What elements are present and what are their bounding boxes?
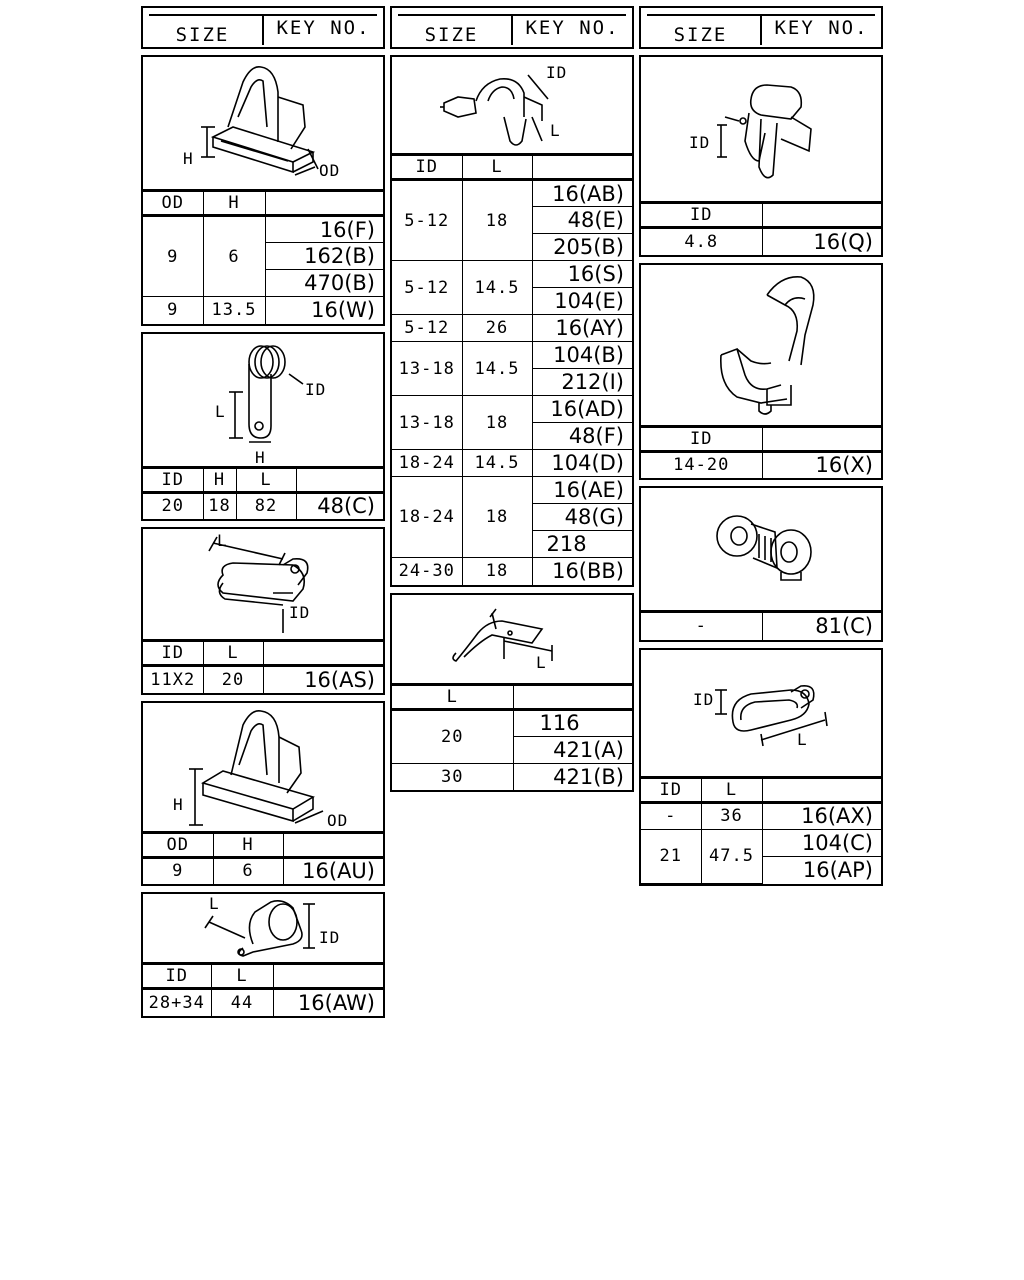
stud-clip-drawing: [392, 57, 632, 155]
cell-id: 20: [143, 492, 203, 519]
dim-label-l: L: [536, 652, 547, 672]
table-row: [143, 989, 383, 1016]
spec-table: [143, 641, 383, 693]
dim-label-id: ID: [319, 928, 341, 947]
col-head-id: ID: [143, 642, 203, 666]
clip-drawing: [392, 595, 632, 685]
table-row: [143, 666, 383, 693]
cell-h: 6: [203, 216, 265, 297]
col-head-id: ID: [641, 427, 762, 451]
clip-drawing: [641, 488, 881, 612]
column-2: [390, 6, 634, 792]
key-number: 104(D): [532, 450, 632, 477]
cell-h: 13.5: [203, 297, 265, 324]
cell-id: 5-12: [392, 315, 462, 342]
key-number: 16(AU): [283, 857, 383, 884]
table-row: [641, 228, 881, 255]
col-head-l: L: [701, 778, 762, 802]
key-number: 48(G): [532, 504, 632, 531]
table-row: [392, 261, 632, 288]
key-number: 104(C): [762, 829, 881, 856]
dim-label-h: H: [183, 149, 194, 168]
dim-label-l: L: [217, 531, 228, 550]
dim-label-od: OD: [327, 810, 349, 830]
cell-l: 14.5: [462, 342, 532, 396]
clip-drawing: [641, 265, 881, 427]
edge-clip-drawing: [641, 57, 881, 203]
key-number: 16(AD): [532, 396, 632, 423]
key-number: 470(B): [265, 270, 383, 297]
dim-label-l: L: [209, 894, 220, 913]
clip-drawing: [143, 894, 383, 964]
table-row: [392, 315, 632, 342]
col-head-l: L: [203, 642, 263, 666]
key-number: 16(W): [265, 297, 383, 324]
cell-l: 18: [462, 180, 532, 261]
key-number: 16(F): [265, 216, 383, 243]
table-row: [392, 763, 632, 790]
table-row: [392, 450, 632, 477]
table-row: [392, 477, 632, 504]
table-row: [392, 709, 632, 736]
cell-id: 28+34: [143, 989, 211, 1016]
key-number: 16(AP): [762, 856, 881, 883]
table-row: [641, 451, 881, 478]
col-head-h: H: [213, 833, 283, 857]
spec-table: [641, 203, 881, 255]
col-head-id: ID: [641, 778, 701, 802]
col-head-key: [532, 156, 632, 180]
col-head-key: [296, 468, 383, 492]
column-3: [639, 6, 883, 886]
cell-l: 20: [203, 666, 263, 693]
dim-label-h: H: [255, 447, 266, 467]
column-header: [639, 6, 883, 49]
cell-id: 4.8: [641, 228, 762, 255]
col-head-h: H: [203, 192, 265, 216]
clip-panel-id-l-2: [141, 892, 385, 1018]
clip-panel-od-h-1: [141, 55, 385, 326]
band-clip-drawing: [143, 529, 383, 641]
cell-id: 18-24: [392, 477, 462, 558]
key-number: 16(Q): [762, 228, 881, 255]
col-head-id: ID: [392, 156, 462, 180]
col-head-key: [273, 965, 383, 989]
clip-panel-id-h-l: [141, 332, 385, 522]
cell-l: 47.5: [701, 829, 762, 883]
key-no-heading: KEY NO.: [525, 16, 620, 39]
col-head-od: OD: [143, 192, 203, 216]
dim-label-id: ID: [693, 689, 715, 709]
cell-id: 13-18: [392, 396, 462, 450]
dim-label-h: H: [173, 794, 184, 814]
clip-drawing: [392, 57, 632, 155]
key-number: 116: [513, 709, 632, 736]
key-number: 205(B): [532, 234, 632, 261]
cell-size: -: [641, 613, 762, 640]
col-head-key: [265, 192, 383, 216]
key-number: 162(B): [265, 243, 383, 270]
clip-drawing: [143, 703, 383, 833]
cell-od: 9: [143, 297, 203, 324]
col-head-l: L: [392, 685, 513, 709]
key-number: 16(X): [762, 451, 881, 478]
spec-table: [392, 155, 632, 585]
cell-id: 24-30: [392, 558, 462, 585]
col-head-id: ID: [143, 468, 203, 492]
saddle-clip-drawing: [641, 265, 881, 427]
key-number: 16(AS): [263, 666, 383, 693]
cell-id: 5-12: [392, 261, 462, 315]
dim-label-id: ID: [305, 379, 327, 399]
table-row: [392, 342, 632, 369]
double-clip-drawing: [641, 488, 881, 612]
key-number: 16(AE): [532, 477, 632, 504]
cell-l: 14.5: [462, 261, 532, 315]
cell-id: -: [641, 802, 701, 829]
cell-l: 20: [392, 709, 513, 763]
cell-id: 13-18: [392, 342, 462, 396]
key-number: 16(BB): [532, 558, 632, 585]
col-head-l: L: [462, 156, 532, 180]
clip-panel-od-h-2: [141, 701, 385, 887]
spec-table: [641, 427, 881, 479]
column-header: [390, 6, 634, 49]
key-number: 16(AX): [762, 802, 881, 829]
cell-l: 26: [462, 315, 532, 342]
cell-od: 9: [143, 216, 203, 297]
cell-id: 5-12: [392, 180, 462, 261]
key-number: 421(B): [513, 763, 632, 790]
table-row: [392, 180, 632, 207]
key-number: 16(AY): [532, 315, 632, 342]
size-heading: SIZE: [143, 16, 264, 45]
key-number: 48(F): [532, 423, 632, 450]
col-head-l: L: [236, 468, 296, 492]
col-head-key: [762, 204, 881, 228]
size-heading: SIZE: [392, 16, 513, 45]
table-row: [143, 216, 383, 243]
clip-drawing: [143, 57, 383, 191]
band-clip-drawing: [641, 650, 881, 778]
col-head-key: [263, 642, 383, 666]
cell-l: 44: [211, 989, 273, 1016]
spring-clip-drawing: [392, 595, 632, 685]
spec-table: [392, 685, 632, 791]
cell-l: 18: [462, 558, 532, 585]
key-no-heading: KEY NO.: [276, 16, 371, 39]
col-head-key: [283, 833, 383, 857]
saddle-clip-drawing: [143, 894, 383, 964]
clip-drawing: [143, 334, 383, 468]
col-head-key: [762, 778, 881, 802]
spec-table: [143, 964, 383, 1016]
dim-label-od: OD: [319, 161, 341, 180]
spec-table: [641, 612, 881, 640]
key-number: 81(C): [762, 613, 881, 640]
cell-id: 18-24: [392, 450, 462, 477]
key-number: 48(C): [296, 492, 383, 519]
cell-id: 21: [641, 829, 701, 883]
dim-label-id: ID: [546, 63, 568, 82]
clip-panel-id-1: [639, 55, 883, 257]
key-number: 16(AW): [273, 989, 383, 1016]
clip-panel-id-l-1: [141, 527, 385, 695]
key-number: 218: [532, 531, 632, 558]
key-number: 104(E): [532, 288, 632, 315]
dim-label-id: ID: [289, 603, 311, 622]
spec-table: [143, 468, 383, 520]
key-number: 212(I): [532, 369, 632, 396]
column-1: [141, 6, 385, 1018]
column-header: [141, 6, 385, 49]
col-head-l: L: [211, 965, 273, 989]
clip-drawing: [641, 650, 881, 778]
cell-l: 30: [392, 763, 513, 790]
clip-panel-l: [390, 593, 634, 793]
spec-table: [143, 191, 383, 324]
clip-panel-id-l-large: [390, 55, 634, 587]
clip-panel-id-2: [639, 263, 883, 481]
push-clip-drawing: [143, 57, 383, 191]
key-number: 421(A): [513, 736, 632, 763]
key-number: 16(S): [532, 261, 632, 288]
cell-id: 11X2: [143, 666, 203, 693]
size-heading: SIZE: [641, 16, 762, 45]
table-row: [641, 613, 881, 640]
dim-label-l: L: [550, 121, 561, 140]
cell-l: 14.5: [462, 450, 532, 477]
cell-l: 82: [236, 492, 296, 519]
cell-h: 18: [203, 492, 236, 519]
table-row: [143, 297, 383, 324]
table-row: [143, 492, 383, 519]
cell-l: 18: [462, 396, 532, 450]
dim-label-l: L: [215, 401, 226, 421]
table-row: [392, 396, 632, 423]
key-number: 16(AB): [532, 180, 632, 207]
clip-panel-no-size: [639, 486, 883, 642]
clip-drawing: [641, 57, 881, 203]
key-no-heading: KEY NO.: [774, 16, 869, 39]
cell-l: 36: [701, 802, 762, 829]
table-row: [392, 558, 632, 585]
col-head-key: [762, 427, 881, 451]
table-row: [641, 802, 881, 829]
cell-l: 18: [462, 477, 532, 558]
table-row: [143, 857, 383, 884]
cell-od: 9: [143, 857, 213, 884]
cell-h: 6: [213, 857, 283, 884]
col-head-id: ID: [143, 965, 211, 989]
key-number: 48(E): [532, 207, 632, 234]
spec-table: [641, 778, 881, 884]
col-head-od: OD: [143, 833, 213, 857]
clip-panel-id-l-3: [639, 648, 883, 886]
spec-table: [143, 833, 383, 885]
col-head-h: H: [203, 468, 236, 492]
dim-label-id: ID: [689, 133, 711, 152]
key-number: 104(B): [532, 342, 632, 369]
clip-drawing: [143, 529, 383, 641]
dim-label-l: L: [797, 729, 808, 749]
table-row: [641, 829, 881, 856]
col-head-key: [513, 685, 632, 709]
col-head-id: ID: [641, 204, 762, 228]
cell-id: 14-20: [641, 451, 762, 478]
